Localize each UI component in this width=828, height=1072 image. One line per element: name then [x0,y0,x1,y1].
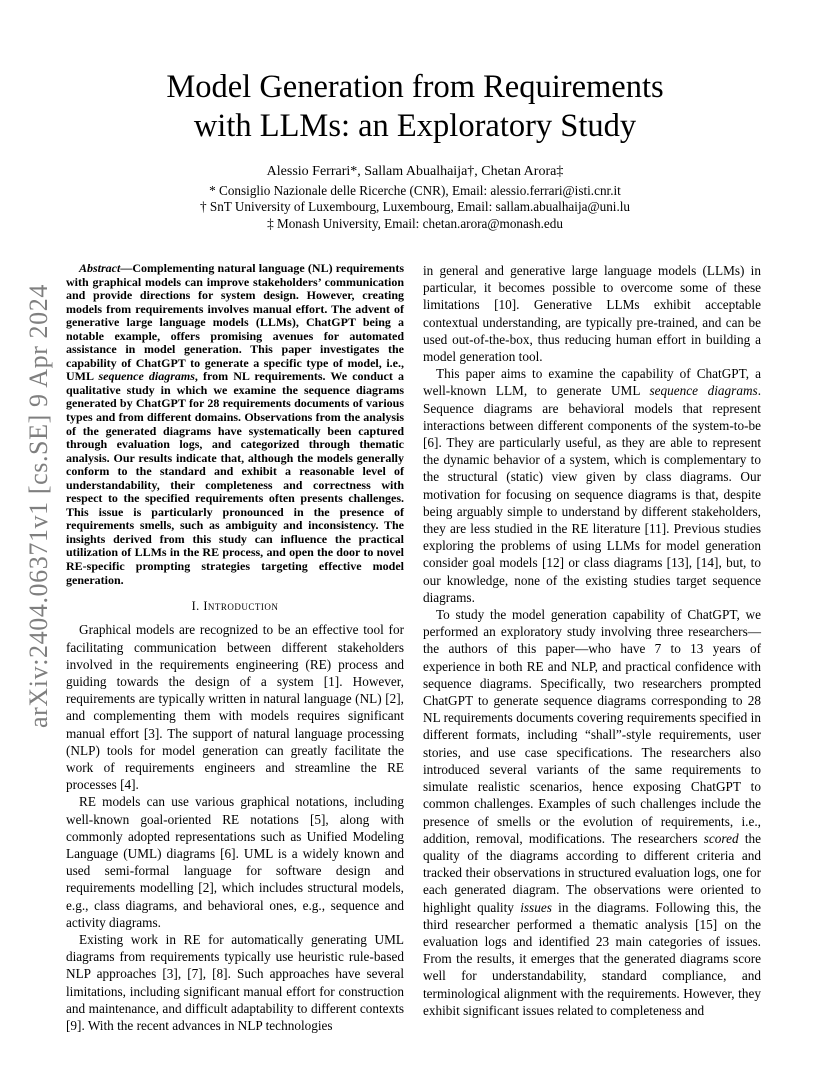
abstract-text-2: , from NL requirements. We conduct a qualitative study in which we examine the sequence diagrams generated by ChatGPT for 28 requirements documents of various types and from different domains. Observations from the analysis of the generated diagrams have systematically been captured through evaluation logs, and categorized through thematic analysis. Our results indicate that, although the models generally conform to the standard and exhibit a reasonable level of understandability, their completeness and correctness with respect to the specified requirements often presents challenges. This issue is particularly pronounced in the presence of requirements smells, such as ambiguity and inconsistency. The insights derived from this study can influence the practical utilization of LLMs in the RE process, and open the door to novel RE-specific prompting strategies targeting effective model generation. [66,369,404,587]
title-line-1: Model Generation from Requirements [166,69,664,105]
arxiv-sidebar [22,284,56,728]
intro-paragraph-2: RE models can use various graphical notations, including well-known goal-oriented RE notations [5], along with commonly adopted representations such as Unified Modeling Language (UML) diagrams [6]. UML is a widely known and used semi-formal language for software design and requirements modelling [2], which includes structural models, e.g., class diagrams, and behavioral ones, e.g., sequence and activity diagrams. [66,794,404,930]
abstract-label: Abstract [79,261,121,275]
p4-emphasis: sequence diagrams [649,383,758,399]
arxiv-identifier: arXiv:2404.06371v1 [cs.SE] 9 Apr 2024 [24,284,53,728]
title-line-2: with LLMs: an Exploratory Study [193,108,637,144]
p5-text-a: To study the model generation capability of ChatGPT, we performed an exploratory study involving three researchers—the authors of this paper—who have 7 to 13 years of experience in both RE and NLP, and practical confidence with sequence diagrams. Specifically, two researchers prompted ChatGPT to generate sequence diagrams corresponding to 28 NL requirements documents covering requirements specified in different formats, including “shall”-style requirements, user stories, and use case specifications. The researchers also introduced several variants of the same requirements to simulate realistic scenarios, hence exposing ChatGPT to common challenges. Examples of such challenges include the presence of smells or the evolution of requirements, i.e., addition, removal, modifications. The researchers [423,607,761,846]
intro-paragraph-5 [423,606,761,1019]
intro-paragraph-3: Existing work in RE for automatically generating UML diagrams from requirements typically use heuristic rule-based NLP approaches [3], [7], [8]. Such approaches have several limitations, including significant manual effort for construction and maintenance, and difficult adaptability to different contexts [9]. With the recent advances in NLP technologies [66,931,404,1033]
left-column [66,262,404,1034]
section-heading-introduction: I. Introduction [191,599,279,614]
affiliation-monash: ‡ Monash University, Email: chetan.arora@monash.edu [267,215,563,231]
abstract [66,262,404,587]
p5-emphasis-scored: scored [703,830,739,846]
intro-paragraph-1: Graphical models are recognized to be an effective tool for facilitating communication between different stakeholders involved in the requirements engineering (RE) process and guiding towards the design of a system [1]. However, requirements are typically written in natural language (NL) [2], and complementing them with models requires significant manual effort [3]. The support of natural language processing (NLP) tools for model generation can greatly facilitate the work of requirements engineers and streamline the RE processes [4]. [66,622,404,793]
affiliation-luxembourg: † SnT University of Luxembourg, Luxembourg, Email: sallam.abualhaija@uni.lu [199,199,631,215]
abstract-text-1: —Complementing natural language (NL) requirements with graphical models can improve stakeholders’ communication and provide directions for system design. However, creating models from requirements involves manual effort. The advent of generative large language models (LLMs), ChatGPT being a notable example, offers promising avenues for automated assistance in model generation. This paper investigates the capability of ChatGPT to generate a specific type of model, i.e., UML [66,261,404,384]
abstract-emphasis: sequence diagrams [98,369,195,384]
affiliation-cnr: * Consiglio Nazionale delle Ricerche (CNR), Email: alessio.ferrari@isti.cnr.it [209,182,621,198]
p5-text-b: the quality of the diagrams according to different criteria and tracked their observations in structured evaluation logs, one for each generated diagram. The observations were oriented to highlight quality [423,830,762,915]
intro-paragraph-4 [423,365,761,606]
p4-text-a: This paper aims to examine the capability of ChatGPT, a well-known LLM, to generate UML [423,366,761,399]
p5-text-c: in the diagrams. Following this, the third researcher performed a thematic analysis [15] on the evaluation logs and identified 23 main categories of issues. From the results, it emerges that the generated diagrams score well for understandability, standard compliance, and terminological alignment with the requirements. However, they exhibit significant issues related to completeness and [423,899,762,1018]
intro-paragraph-continued: in general and generative large language models (LLMs) in particular, it becomes possible to overcome some of these limitations [10]. Generative LLMs exhibit acceptable contextual understanding, are typically pre-trained, and can be used out-of-the-box, thus reducing human effort in building a model generation tool. [423,263,761,365]
author-names: Alessio Ferrari*, Sallam Abualhaija†, Chetan Arora‡ [266,164,564,179]
paper-title [80,68,750,146]
p4-text-b: . Sequence diagrams are behavioral models that represent interactions between different components of the system-to-be [6]. They are particularly useful, as they are able to represent the dynamic behavior of a system, which is complementary to the structural (static) view given by class diagrams. Our motivation for focusing on sequence diagrams is that, despite being arguably simple to understand by different stakeholders, they are less studied in the RE literature [11]. Previous studies exploring the problems of using LLMs for model generation consider goal models [12] or class diagrams [13], [14], but, to our knowledge, none of the existing studies target sequence diagrams. [423,383,761,605]
author-block [80,164,750,232]
p5-emphasis-issues: issues [520,899,552,915]
right-column [423,262,761,1019]
